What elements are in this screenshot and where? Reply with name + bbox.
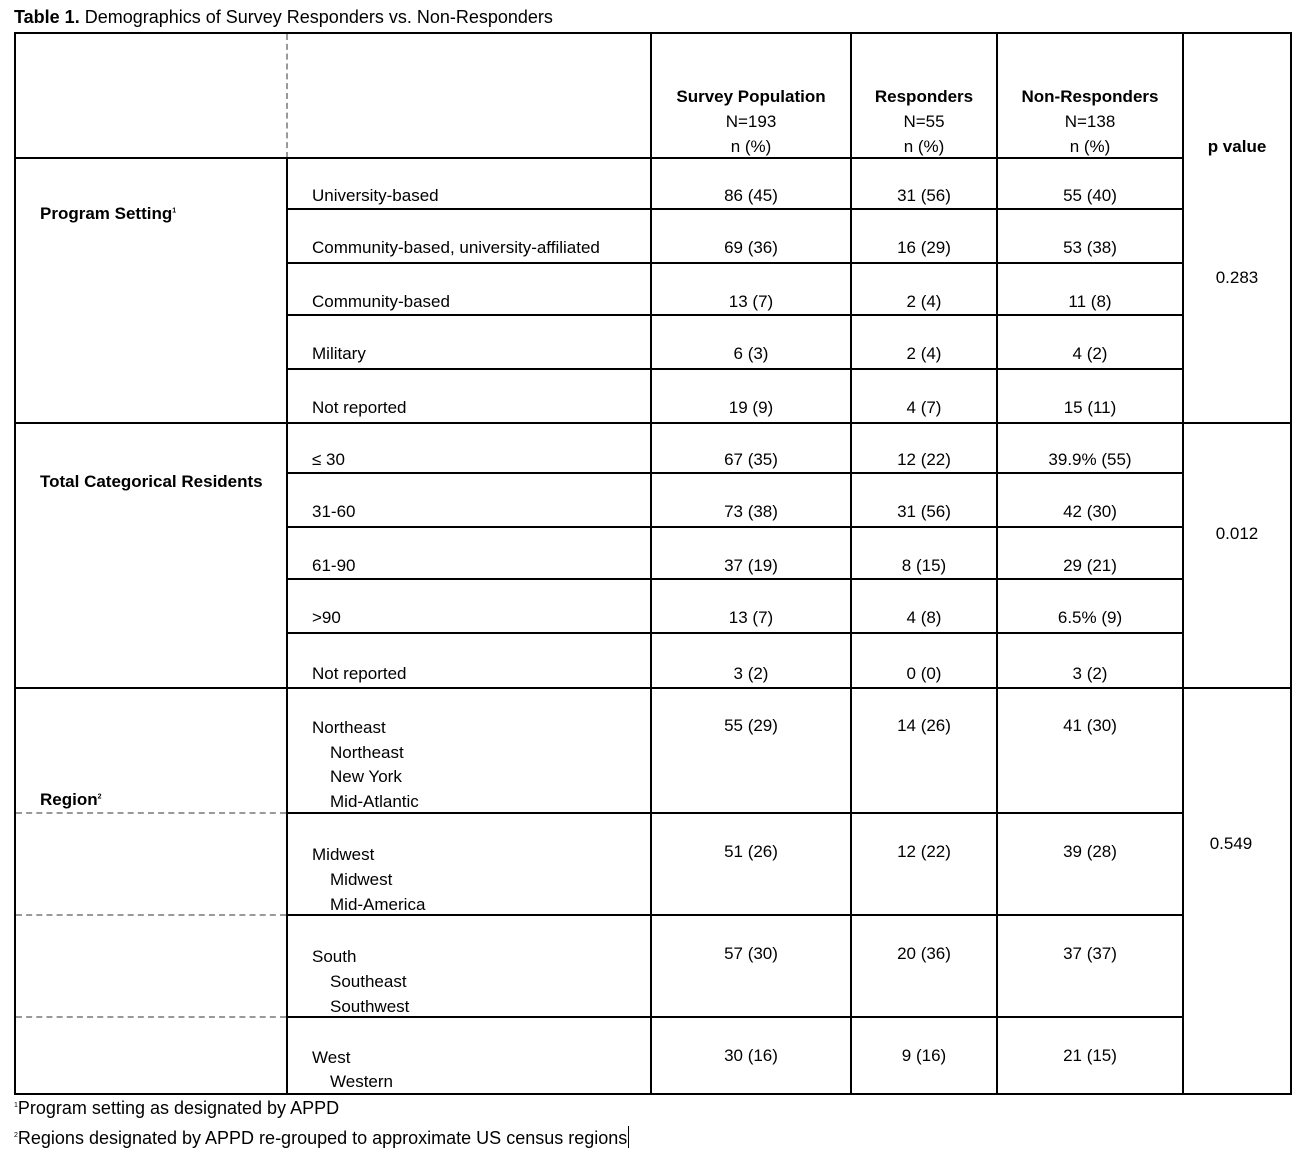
group-rule-2 <box>14 687 1292 689</box>
cell-survey: 37 (19) <box>724 556 778 575</box>
row-rule <box>286 368 1184 370</box>
footnote-2[interactable] <box>14 1126 629 1149</box>
header-n: N=193 <box>725 112 777 131</box>
row-label: >90 <box>312 608 341 627</box>
footnote-text: Program setting as designated by APPD <box>17 1098 340 1118</box>
cell-survey: 57 (30) <box>724 944 778 963</box>
row-label: Military <box>312 344 366 363</box>
cell-survey: 69 (36) <box>724 238 778 257</box>
cell-non-responders: 11 (8) <box>1068 292 1112 311</box>
row-rule <box>286 632 1184 634</box>
row-rule <box>286 526 1184 528</box>
cell-responders: 20 (36) <box>897 944 951 963</box>
cell-survey: 6 (3) <box>733 344 769 363</box>
cell-survey: 73 (38) <box>724 502 778 521</box>
group-label-region: Region$^2$ <box>40 790 102 809</box>
footnote-1 <box>14 1098 339 1119</box>
region-dash-rule <box>16 1016 286 1018</box>
cell-non-responders: 55 (40) <box>1063 186 1117 205</box>
row-rule <box>286 578 1184 580</box>
border-top <box>14 32 1292 34</box>
row-label: University-based <box>312 186 439 205</box>
header-unit: n (%) <box>730 137 772 156</box>
cell-non-responders: 6.5% (9) <box>1057 608 1123 627</box>
cell-responders: 31 (56) <box>897 186 951 205</box>
cell-responders: 31 (56) <box>897 502 951 521</box>
group-label-program-setting: Program Setting$^1$ <box>40 204 177 223</box>
cell-responders: 0 (0) <box>906 664 942 683</box>
footnote-text: Regions designated by APPD re-grouped to approximate US census regions <box>17 1128 628 1148</box>
row-label <box>312 944 409 1019</box>
row-label <box>312 716 419 814</box>
cell-responders: 9 (16) <box>901 1046 947 1065</box>
cell-survey: 55 (29) <box>724 716 778 735</box>
header-unit: n (%) <box>903 137 945 156</box>
cell-survey: 86 (45) <box>724 186 778 205</box>
p-value-total-categorical-residents: 0.012 <box>1215 524 1259 543</box>
header-n: N=138 <box>1064 112 1116 131</box>
footnote-mark: 1 <box>14 1102 18 1109</box>
group-label-total-categorical-residents: Total Categorical Residents <box>40 472 263 491</box>
cell-survey: 67 (35) <box>724 450 778 469</box>
subregion-label: New York <box>330 767 402 786</box>
subregion-label: Midwest <box>330 870 393 889</box>
cell-survey: 13 (7) <box>728 608 774 627</box>
row-label: 31-60 <box>312 502 356 521</box>
cell-responders: 16 (29) <box>897 238 951 257</box>
header-title: Responders <box>874 87 974 106</box>
border-right <box>1290 32 1292 1095</box>
cell-responders: 12 (22) <box>897 450 951 469</box>
row-label <box>312 1046 393 1094</box>
row-label: ≤ 30 <box>312 450 345 469</box>
table-caption <box>14 7 553 28</box>
row-label: Not reported <box>312 398 407 417</box>
row-label: Community-based, university-affiliated <box>312 238 600 257</box>
subregion-label: Southeast <box>330 972 407 991</box>
cell-responders: 14 (26) <box>897 716 951 735</box>
header-responders <box>852 84 996 159</box>
header-survey-population <box>652 84 850 159</box>
p-value-program-setting: 0.283 <box>1215 268 1259 287</box>
cell-responders: 2 (4) <box>906 344 942 363</box>
border-left <box>14 32 16 1095</box>
header-unit: n (%) <box>1069 137 1111 156</box>
cell-survey: 30 (16) <box>724 1046 778 1065</box>
row-label: 61-90 <box>312 556 356 575</box>
header-non-responders <box>998 84 1182 159</box>
header-n: N=55 <box>903 112 945 131</box>
cell-non-responders: 15 (11) <box>1063 398 1117 417</box>
subregion-label: Southwest <box>330 997 410 1016</box>
header-title: Survey Population <box>676 87 826 106</box>
footnote-mark: 2 <box>14 1132 18 1139</box>
cell-responders: 4 (8) <box>906 608 942 627</box>
border-bottom <box>14 1093 1292 1095</box>
region-dash-rule <box>16 914 286 916</box>
cell-survey: 51 (26) <box>724 842 778 861</box>
cell-responders: 8 (15) <box>901 556 947 575</box>
footnote-mark: 1 <box>172 207 177 215</box>
row-rule <box>286 472 1184 474</box>
group-rule-1 <box>14 422 1292 424</box>
subregion-label: Northeast <box>330 742 404 762</box>
subregion-label: Mid-Atlantic <box>330 791 419 811</box>
region-label: Northeast <box>312 718 386 737</box>
cell-non-responders: 41 (30) <box>1063 716 1117 735</box>
table-title: Demographics of Survey Responders vs. Non-Responders <box>79 7 553 27</box>
p-value-region: 0.549 <box>1209 834 1253 853</box>
row-label: Not reported <box>312 664 407 683</box>
subregion-label: Western <box>330 1072 393 1091</box>
region-dash-rule <box>16 812 286 814</box>
cell-survey: 19 (9) <box>728 398 774 417</box>
header-p-value <box>1184 134 1290 159</box>
text-cursor <box>628 1126 629 1148</box>
cell-non-responders: 39.9% (55) <box>1048 450 1132 469</box>
region-label: South <box>312 947 357 966</box>
header-title: p value <box>1207 137 1267 156</box>
header-title: Non-Responders <box>1021 87 1159 106</box>
row-rule <box>286 812 1184 814</box>
region-label: West <box>312 1048 351 1067</box>
footnote-mark: 2 <box>97 793 102 801</box>
row-label: Community-based <box>312 292 450 311</box>
divider-label-col-solid <box>286 158 288 1094</box>
subregion-label: Mid-America <box>330 895 426 914</box>
row-rule <box>286 314 1184 316</box>
cell-responders: 12 (22) <box>897 842 951 861</box>
row-rule <box>286 262 1184 264</box>
cell-non-responders: 53 (38) <box>1063 238 1117 257</box>
cell-survey: 13 (7) <box>728 292 774 311</box>
cell-non-responders: 4 (2) <box>1072 344 1108 363</box>
cell-responders: 2 (4) <box>906 292 942 311</box>
cell-non-responders: 42 (30) <box>1063 502 1117 521</box>
cell-non-responders: 3 (2) <box>1072 664 1108 683</box>
row-label <box>312 842 425 917</box>
cell-non-responders: 29 (21) <box>1063 556 1117 575</box>
row-rule <box>286 208 1184 210</box>
table-number: Table 1. <box>14 7 80 27</box>
cell-survey: 3 (2) <box>733 664 769 683</box>
row-rule <box>286 1016 1184 1018</box>
cell-non-responders: 21 (15) <box>1063 1046 1117 1065</box>
region-label: Midwest <box>312 845 375 864</box>
cell-non-responders: 39 (28) <box>1063 842 1117 861</box>
divider-col-pvalue <box>1182 32 1184 1094</box>
cell-responders: 4 (7) <box>906 398 942 417</box>
divider-label-col <box>286 34 288 158</box>
cell-non-responders: 37 (37) <box>1063 944 1117 963</box>
